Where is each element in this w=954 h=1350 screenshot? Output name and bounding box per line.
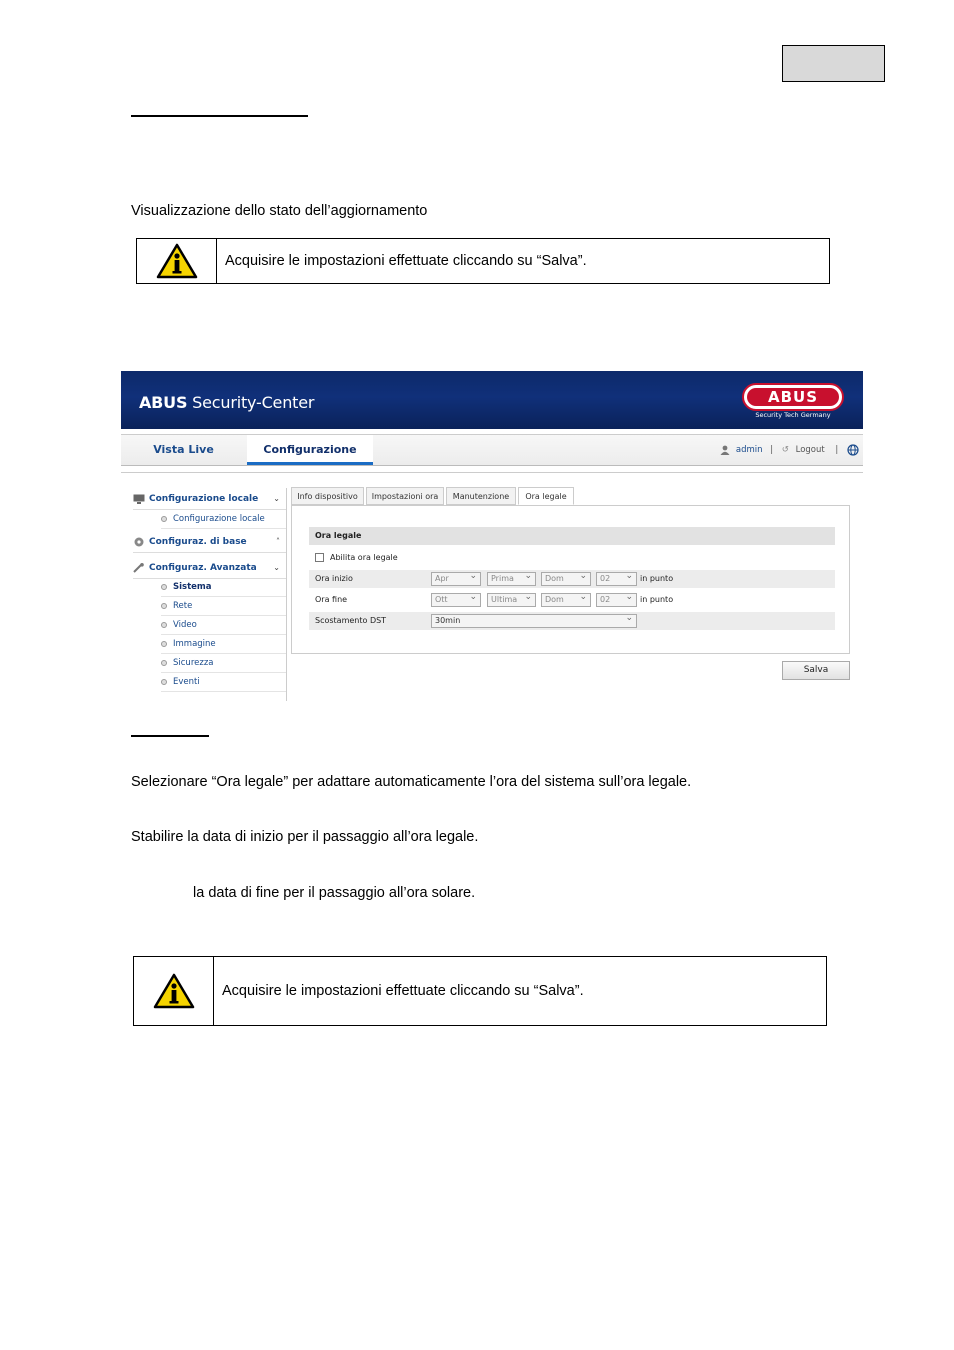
bullet-icon bbox=[161, 516, 167, 522]
sidebar-group-base[interactable]: Configuraz. di base ˄ bbox=[133, 531, 286, 553]
end-hour-select[interactable]: 02 ⌄ bbox=[596, 593, 637, 607]
chevron-up-icon: ˄ bbox=[276, 537, 280, 546]
note-box-2 bbox=[133, 956, 827, 1026]
sidebar-item-eventi[interactable]: Eventi bbox=[161, 673, 286, 692]
section-title: Ora legale bbox=[309, 527, 835, 545]
wrench-icon bbox=[133, 563, 145, 573]
ui-nav-bar bbox=[121, 434, 863, 466]
chevron-down-icon: ⌄ bbox=[273, 563, 280, 572]
bullet-icon bbox=[161, 660, 167, 666]
logout-icon: ↺ bbox=[781, 445, 789, 455]
bullet-icon bbox=[161, 584, 167, 590]
tab-ora-legale[interactable]: Ora legale bbox=[518, 487, 574, 505]
note-box-1 bbox=[136, 238, 830, 284]
end-month-select[interactable]: Ott ⌄ bbox=[431, 593, 481, 607]
sidebar-item-rete[interactable]: Rete bbox=[161, 597, 286, 616]
tab-impostazioni-ora[interactable]: Impostazioni ora bbox=[366, 487, 444, 505]
sidebar-item-sicurezza[interactable]: Sicurezza bbox=[161, 654, 286, 673]
bullet-icon bbox=[161, 622, 167, 628]
sidebar-group-local[interactable]: Configurazione locale ⌄ bbox=[133, 488, 286, 510]
dst-offset-select[interactable]: 30min ⌄ bbox=[431, 614, 637, 628]
abus-tagline: Security Tech Germany bbox=[755, 411, 831, 419]
sidebar-item-immagine[interactable]: Immagine bbox=[161, 635, 286, 654]
start-hour-select[interactable]: 02 ⌄ bbox=[596, 572, 637, 586]
bullet-icon bbox=[161, 679, 167, 685]
page-label-box bbox=[782, 45, 885, 82]
sidebar-item-video[interactable]: Video bbox=[161, 616, 286, 635]
enable-dst-row bbox=[309, 549, 835, 567]
enable-dst-checkbox[interactable] bbox=[315, 553, 324, 562]
bullet-icon bbox=[161, 603, 167, 609]
sidebar-group-advanced[interactable]: Configuraz. Avanzata ⌄ bbox=[133, 557, 286, 579]
note-text-1: Acquisire le impostazioni effettuate cliccando su “Salva”. bbox=[225, 253, 587, 269]
abus-logo: ABUS bbox=[742, 383, 844, 411]
nav-user-area bbox=[720, 435, 859, 465]
enable-dst-label: Abilita ora legale bbox=[330, 553, 398, 562]
chevron-down-icon: ⌄ bbox=[273, 494, 280, 503]
dst-offset-row bbox=[309, 612, 835, 630]
start-week-select[interactable]: Prima ⌄ bbox=[487, 572, 536, 586]
warning-info-icon bbox=[156, 243, 198, 279]
nav-separator: | bbox=[835, 445, 839, 455]
nav-divider bbox=[121, 472, 863, 473]
user-icon bbox=[720, 445, 730, 455]
monitor-icon bbox=[133, 494, 145, 504]
end-date-paragraph: la data di fine per il passaggio all’ora solare. bbox=[193, 885, 476, 901]
note-icon-cell bbox=[137, 239, 217, 283]
start-date-paragraph: Stabilire la data di inizio per il passaggio all’ora legale. bbox=[131, 829, 479, 845]
end-time-row bbox=[309, 591, 835, 609]
ui-app-title: ABUS Security-Center bbox=[139, 393, 315, 412]
globe-icon[interactable] bbox=[847, 444, 859, 456]
end-week-select[interactable]: Ultima ⌄ bbox=[487, 593, 536, 607]
tab-vista-live[interactable]: Vista Live bbox=[153, 443, 214, 456]
bullet-icon bbox=[161, 641, 167, 647]
status-paragraph: Visualizzazione dello stato dell’aggiornamento bbox=[131, 203, 428, 219]
sidebar-divider bbox=[286, 488, 287, 701]
ui-header bbox=[121, 371, 863, 429]
dst-panel bbox=[291, 505, 850, 654]
nav-separator: | bbox=[770, 445, 774, 455]
start-time-row bbox=[309, 570, 835, 588]
start-month-select[interactable]: Apr ⌄ bbox=[431, 572, 481, 586]
dst-offset-label: Scostamento DST bbox=[315, 616, 387, 625]
user-name[interactable]: admin bbox=[735, 445, 763, 455]
tab-info-dispositivo[interactable]: Info dispositivo bbox=[291, 487, 364, 505]
logout-link[interactable]: Logout bbox=[795, 445, 825, 455]
sidebar-item-local[interactable]: Configurazione locale bbox=[161, 510, 286, 529]
tab-configurazione[interactable]: Configurazione bbox=[247, 435, 373, 465]
end-time-label: Ora fine bbox=[315, 595, 348, 604]
save-button[interactable]: Salva bbox=[782, 661, 850, 680]
warning-info-icon bbox=[153, 973, 195, 1009]
gear-icon bbox=[133, 537, 145, 547]
abus-ui-screenshot bbox=[121, 371, 863, 704]
note-text-2: Acquisire le impostazioni effettuate cliccando su “Salva”. bbox=[222, 983, 584, 999]
end-on-the-hour: in punto bbox=[640, 595, 674, 604]
tab-manutenzione[interactable]: Manutenzione bbox=[446, 487, 516, 505]
ora-legale-paragraph: Selezionare “Ora legale” per adattare automaticamente l’ora del sistema sull’ora legale. bbox=[131, 774, 692, 790]
note-icon-cell bbox=[134, 957, 214, 1025]
heading-underline bbox=[131, 115, 308, 117]
sidebar-item-sistema[interactable]: Sistema bbox=[161, 578, 286, 597]
end-day-select[interactable]: Dom ⌄ bbox=[541, 593, 591, 607]
start-time-label: Ora inizio bbox=[315, 574, 353, 583]
heading-underline bbox=[131, 735, 209, 737]
start-day-select[interactable]: Dom ⌄ bbox=[541, 572, 591, 586]
start-on-the-hour: in punto bbox=[640, 574, 674, 583]
